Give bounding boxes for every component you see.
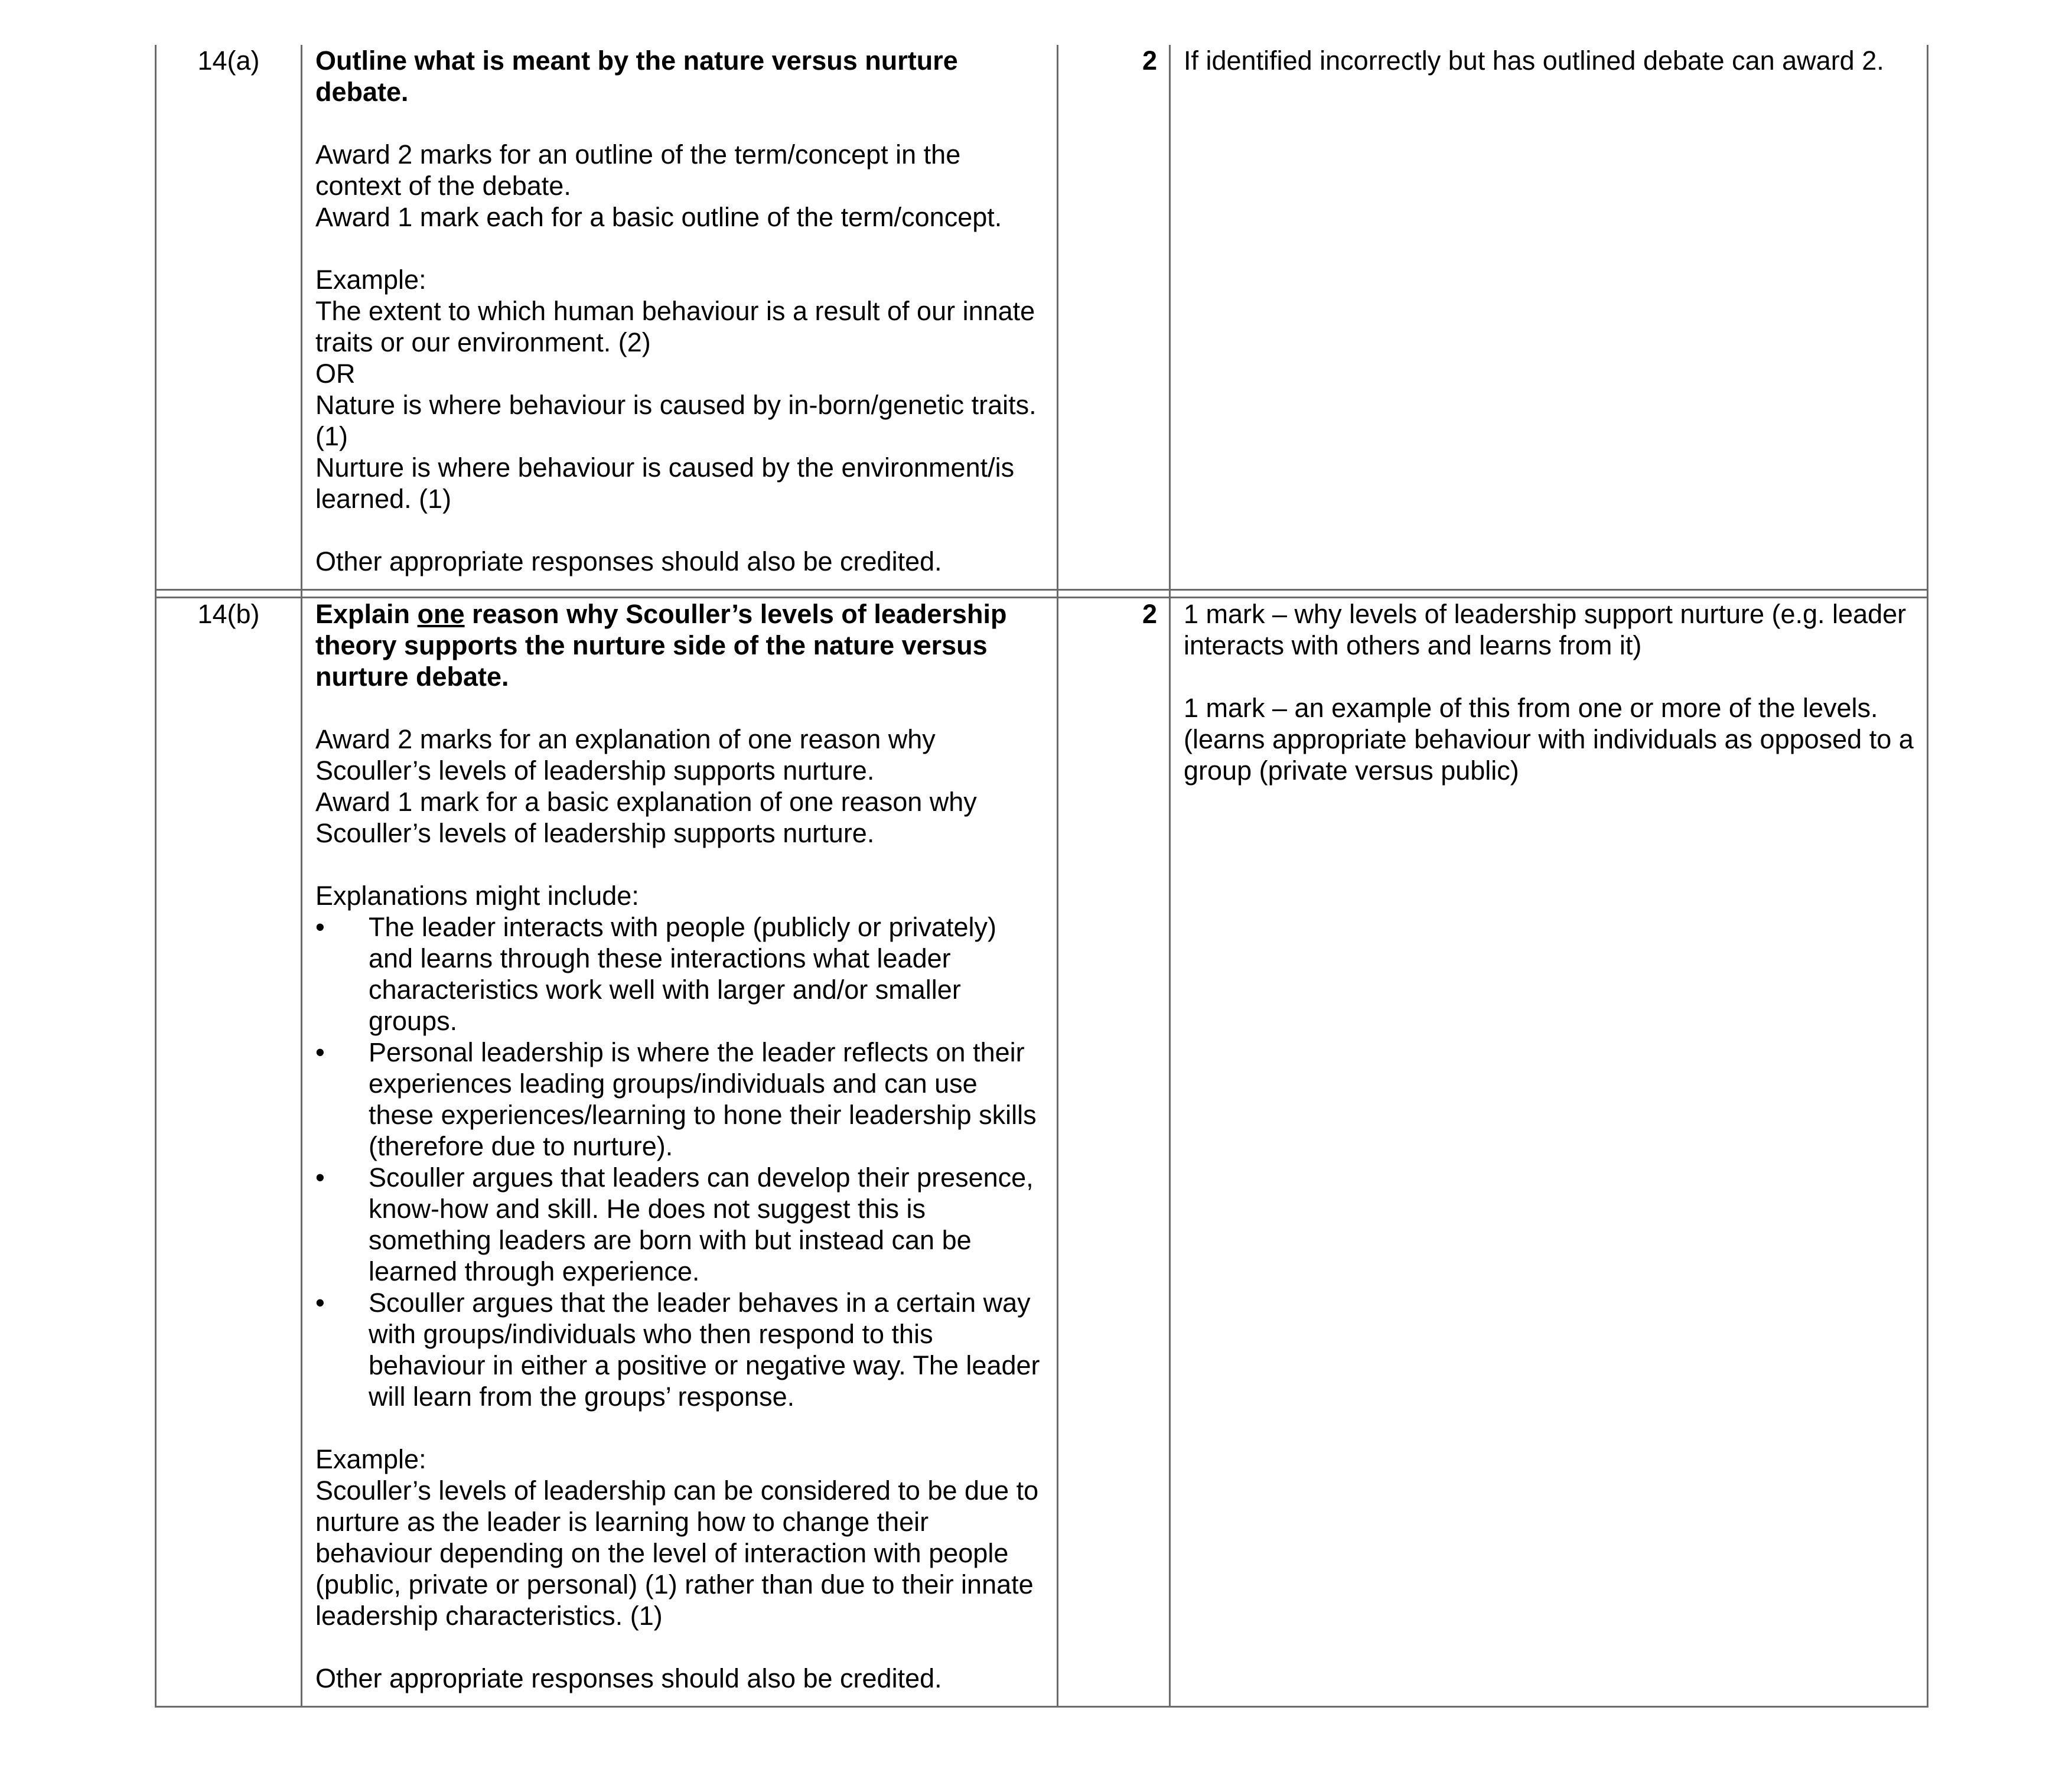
award-line: Award 2 marks for an explanation of one reason why Scouller’s levels of leadership supports nurture.: [315, 724, 936, 786]
guidance-line: 1 mark – why levels of leadership support nurture (e.g. leader interacts with others and learns from it): [1184, 599, 1907, 660]
question-text: Outline what is meant by the nature versus nurture debate.: [315, 45, 958, 107]
question-number-cell: [156, 45, 302, 590]
award-guidance: [315, 139, 1046, 233]
guidance-line: If identified incorrectly but has outlined debate can award 2.: [1184, 45, 1884, 76]
marks-cell: [1058, 45, 1170, 590]
table-row: [156, 598, 1928, 1707]
award-line: Award 1 mark each for a basic outline of the term/concept.: [315, 202, 1002, 232]
explanations-block: [315, 880, 1046, 1412]
marks-value: 2: [1142, 599, 1157, 629]
question-number-cell: [156, 598, 302, 1707]
row-separator: [156, 590, 1928, 598]
example-text: Scouller’s levels of leadership can be considered to be due to nurture as the leader is learning how to change their behaviour depending on the level of interaction with people (public, private or personal) (1) rather than due to their innate leadership characteristics. (1): [315, 1475, 1039, 1631]
bullet-icon: •: [315, 1288, 325, 1318]
award-guidance: [315, 724, 1046, 849]
example-block: [315, 1444, 1046, 1631]
example-line: Nature is where behaviour is caused by in-born/genetic traits. (1): [315, 390, 1037, 451]
list-item: • Personal leadership is where the leader reflects on their experiences leading groups/individuals and can use these experiences/learning to hone their leadership skills (therefore due to nurture).: [315, 1037, 1037, 1161]
guidance-line: 1 mark – an example of this from one or more of the levels. (learns appropriate behaviour with individuals as opposed to a group (private versus public): [1184, 693, 1914, 786]
mark-scheme-table: [155, 45, 1928, 1708]
example-heading: Example:: [315, 1444, 426, 1474]
guidance-cell: [1170, 598, 1928, 1707]
example-line: Nurture is where behaviour is caused by the environment/is learned. (1): [315, 452, 1015, 514]
guidance-cell: [1170, 45, 1928, 590]
example-block: [315, 264, 1046, 514]
example-heading: Example:: [315, 265, 426, 295]
other-responses-note: Other appropriate responses should also be credited.: [315, 546, 942, 576]
question-text: Explain one reason why Scouller’s levels of leadership theory supports the nurture side of the nature versus nurture debate.: [315, 599, 1007, 692]
example-line: OR: [315, 359, 356, 389]
question-number: 14(b): [197, 599, 260, 629]
list-item: • Scouller argues that the leader behaves in a certain way with groups/individuals who then respond to this behaviour in either a positive or negative way. The leader will learn from the groups’ response.: [315, 1288, 1040, 1412]
marks-value: 2: [1142, 45, 1157, 76]
marks-cell: [1058, 598, 1170, 1707]
bullet-icon: •: [315, 912, 325, 942]
list-item: • Scouller argues that leaders can develop their presence, know-how and skill. He does not suggest this is something leaders are born with but instead can be learned through experience.: [315, 1162, 1034, 1286]
explanations-heading: Explanations might include:: [315, 881, 639, 911]
bullet-icon: •: [315, 1162, 325, 1193]
question-number: 14(a): [197, 45, 260, 76]
answer-cell: [302, 45, 1058, 590]
award-line: Award 1 mark for a basic explanation of one reason why Scouller’s levels of leadership supports nurture.: [315, 787, 977, 848]
explanations-list: [315, 911, 1046, 1412]
other-responses-note: Other appropriate responses should also be credited.: [315, 1663, 942, 1693]
example-line: The extent to which human behaviour is a result of our innate traits or our environment. (2): [315, 296, 1035, 357]
bullet-icon: •: [315, 1037, 325, 1067]
list-item: • The leader interacts with people (publicly or privately) and learns through these interactions what leader characteristics work well with larger and/or smaller groups.: [315, 912, 996, 1036]
award-line: Award 2 marks for an outline of the term/concept in the context of the debate.: [315, 139, 961, 201]
answer-cell: [302, 598, 1058, 1707]
table-row: [156, 45, 1928, 590]
underlined-word: one: [417, 599, 465, 629]
